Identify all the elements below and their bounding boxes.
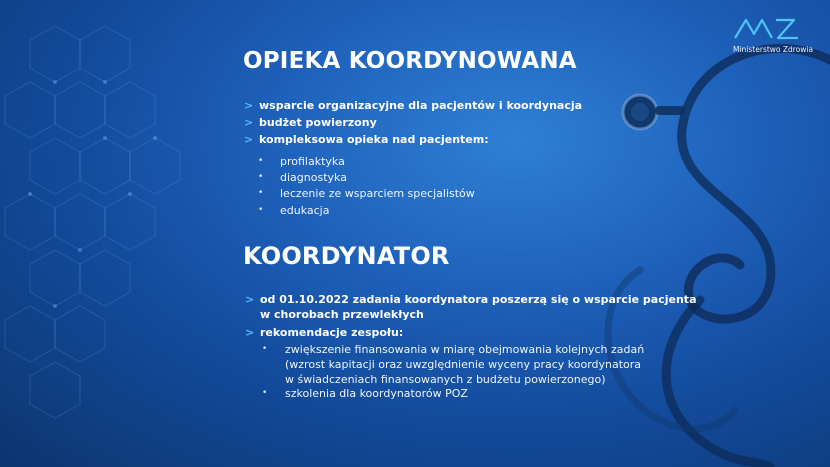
bullet-item: > od 01.10.2022 zadania koordynatora poszerzą się o wsparcie pacjenta w chorobach przewlekłych — [245, 293, 697, 321]
chevron-right-icon: > — [244, 99, 254, 112]
bullet-dot-icon: • — [258, 188, 264, 198]
bullet-dot-icon: • — [258, 172, 264, 182]
hexagon-network-pattern — [5, 26, 180, 418]
sub-bullet-item: • zwiększenie finansowania w miarę obejmowania kolejnych zadań (wzrost kapitacji oraz uwzględnienie wyceny pracy koordynatora w świadczeniach finansowanych z budżetu powierzonego) — [262, 343, 645, 386]
sub-bullet-item: • profilaktyka — [258, 155, 345, 168]
section-title-opieka: OPIEKA KOORDYNOWANA — [243, 48, 577, 74]
chevron-right-icon: > — [244, 116, 254, 129]
bullet-item: > kompleksowa opieka nad pacjentem: — [244, 133, 489, 146]
sub-bullet-item: • diagnostyka — [258, 171, 347, 184]
ministry-logo-text: Ministerstwo Zdrowia — [733, 45, 814, 54]
bullet-item: > budżet powierzony — [244, 116, 377, 129]
sub-bullet-item: • leczenie ze wsparciem specjalistów — [258, 187, 475, 200]
chevron-right-icon: > — [244, 133, 254, 146]
bullet-dot-icon: • — [258, 156, 264, 166]
chevron-right-icon: > — [245, 326, 255, 339]
bullet-item: > wsparcie organizacyjne dla pacjentów i koordynacja — [244, 99, 583, 112]
bullet-dot-icon: • — [262, 388, 268, 398]
chevron-right-icon: > — [245, 293, 255, 306]
section-title-koordynator: KOORDYNATOR — [243, 242, 450, 270]
stethoscope-illustration — [608, 48, 830, 467]
ministry-logo-icon — [732, 14, 822, 44]
bullet-item: > rekomendacje zespołu: — [245, 326, 404, 339]
bullet-dot-icon: • — [262, 344, 268, 354]
sub-bullet-item: • szkolenia dla koordynatorów POZ — [262, 387, 468, 400]
network-nodes — [28, 80, 157, 308]
bullet-dot-icon: • — [258, 205, 264, 215]
sub-bullet-item: • edukacja — [258, 204, 330, 217]
